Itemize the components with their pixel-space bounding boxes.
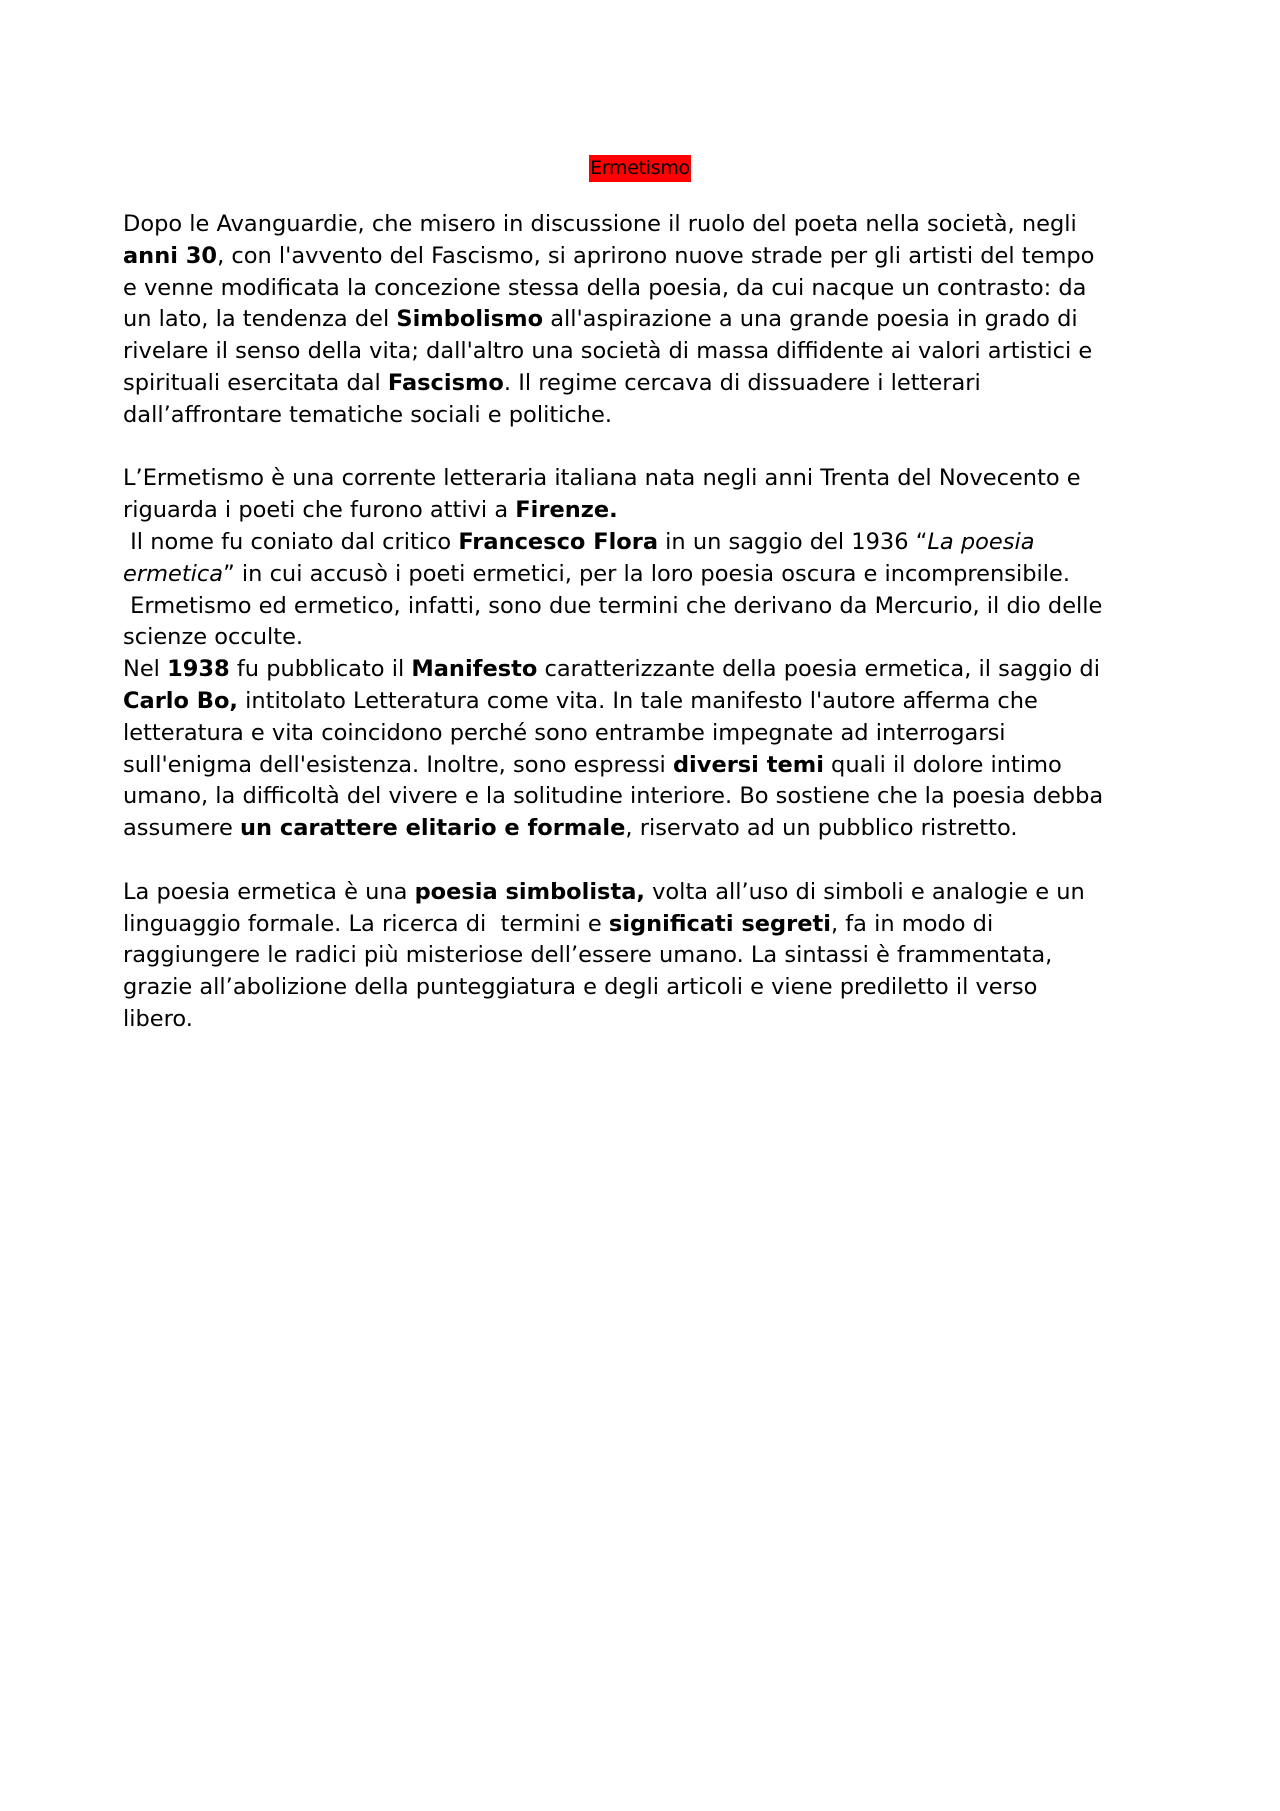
text-line — [123, 241, 1183, 273]
text-run: Ermetismo ed ermetico, infatti, sono due termini che derivano da Mercurio, il dio delle — [123, 592, 1103, 619]
bold-text: diversi temi — [672, 751, 824, 778]
text-run: grazie all’abolizione della punteggiatura e degli articoli e viene prediletto il verso — [123, 974, 1038, 1001]
text-line — [123, 622, 1183, 654]
text-run: un lato, la tendenza del — [123, 306, 397, 333]
text-line — [123, 591, 1183, 623]
paragraph — [123, 877, 1183, 1036]
text-run: libero. — [123, 1005, 193, 1032]
text-line — [123, 495, 1183, 527]
text-line — [123, 209, 1183, 241]
text-run: Il nome fu coniato dal critico — [123, 528, 459, 555]
text-run: letteratura e vita coincidono perché sono entrambe impegnate ad interrogarsi — [123, 719, 1006, 746]
text-run: e venne modificata la concezione stessa della poesia, da cui nacque un contrasto: da — [123, 274, 1087, 301]
text-run: quali il dolore intimo — [823, 751, 1062, 778]
bold-text: Manifesto — [411, 656, 538, 683]
text-line — [123, 654, 1183, 686]
text-run: sull'enigma dell'esistenza. Inoltre, sono espressi — [123, 751, 673, 778]
text-line — [123, 750, 1183, 782]
text-run: dall’affrontare tematiche sociali e politiche. — [123, 401, 613, 428]
text-run: , fa in modo di — [830, 910, 994, 937]
text-run: rivelare il senso della vita; dall'altro una società di massa diffidente ai valori artistici e — [123, 338, 1093, 365]
text-line — [123, 400, 1183, 432]
text-line — [123, 304, 1183, 336]
title-container — [0, 155, 1280, 182]
text-run: scienze occulte. — [123, 624, 304, 651]
bold-text: significati segreti — [608, 910, 831, 937]
page-title: Ermetismo — [589, 155, 691, 182]
document-body — [123, 209, 1183, 1036]
text-run: volta all’uso di simboli e analogie e un — [644, 878, 1085, 905]
paragraph — [123, 209, 1183, 432]
text-run: raggiungere le radici più misteriose dell’essere umano. La sintassi è frammentata, — [123, 942, 1053, 969]
bold-text: anni 30 — [123, 242, 218, 269]
text-line — [123, 273, 1183, 305]
text-run: spirituali esercitata dal — [123, 369, 388, 396]
paragraph-gap — [123, 845, 1183, 877]
italic-text: La poesia — [927, 528, 1035, 555]
paragraph — [123, 463, 1183, 845]
text-run: , riservato ad un pubblico ristretto. — [625, 815, 1018, 842]
bold-text: Fascismo — [387, 369, 504, 396]
text-run: fu pubblicato il — [229, 656, 412, 683]
text-run: riguarda i poeti che furono attivi a — [123, 497, 516, 524]
bold-text: un carattere elitario e formale — [240, 815, 626, 842]
text-line — [123, 686, 1183, 718]
text-run: linguaggio formale. La ricerca di termini e — [123, 910, 609, 937]
text-run: ” in cui accusò i poeti ermetici, per la loro poesia oscura e incomprensibile. — [223, 560, 1070, 587]
text-run: in un saggio del 1936 “ — [658, 528, 928, 555]
text-line — [123, 336, 1183, 368]
text-line — [123, 368, 1183, 400]
text-line — [123, 781, 1183, 813]
bold-text: Carlo Bo, — [123, 687, 238, 714]
bold-text: 1938 — [167, 656, 230, 683]
text-run: Nel — [123, 656, 168, 683]
text-run: caratterizzante della poesia ermetica, il saggio di — [537, 656, 1100, 683]
bold-text: Firenze. — [515, 497, 618, 524]
text-line — [123, 559, 1183, 591]
text-line — [123, 718, 1183, 750]
text-run: Dopo le Avanguardie, che misero in discussione il ruolo del poeta nella società, negli — [123, 211, 1077, 237]
bold-text: poesia simbolista, — [414, 878, 645, 905]
text-line — [123, 463, 1183, 495]
text-run: , con l'avvento del Fascismo, si aprirono nuove strade per gli artisti del tempo — [217, 242, 1095, 269]
bold-text: Simbolismo — [396, 306, 544, 333]
text-run: umano, la difficoltà del vivere e la solitudine interiore. Bo sostiene che la poesia debba — [123, 783, 1104, 810]
text-run: La poesia ermetica è una — [123, 878, 415, 905]
text-line — [123, 813, 1183, 845]
text-line — [123, 940, 1183, 972]
text-run: . Il regime cercava di dissuadere i letterari — [503, 369, 981, 396]
text-line — [123, 972, 1183, 1004]
bold-text: Francesco Flora — [458, 528, 659, 555]
text-run: assumere — [123, 815, 241, 842]
text-line — [123, 877, 1183, 909]
text-line — [123, 1004, 1183, 1036]
text-line — [123, 527, 1183, 559]
italic-text: ermetica — [123, 560, 224, 587]
text-run: all'aspirazione a una grande poesia in grado di — [543, 306, 1078, 333]
text-run: L’Ermetismo è una corrente letteraria italiana nata negli anni Trenta del Novecento e — [123, 465, 1081, 492]
text-line — [123, 909, 1183, 941]
text-run: intitolato Letteratura come vita. In tale manifesto l'autore afferma che — [237, 687, 1038, 714]
paragraph-gap — [123, 432, 1183, 464]
